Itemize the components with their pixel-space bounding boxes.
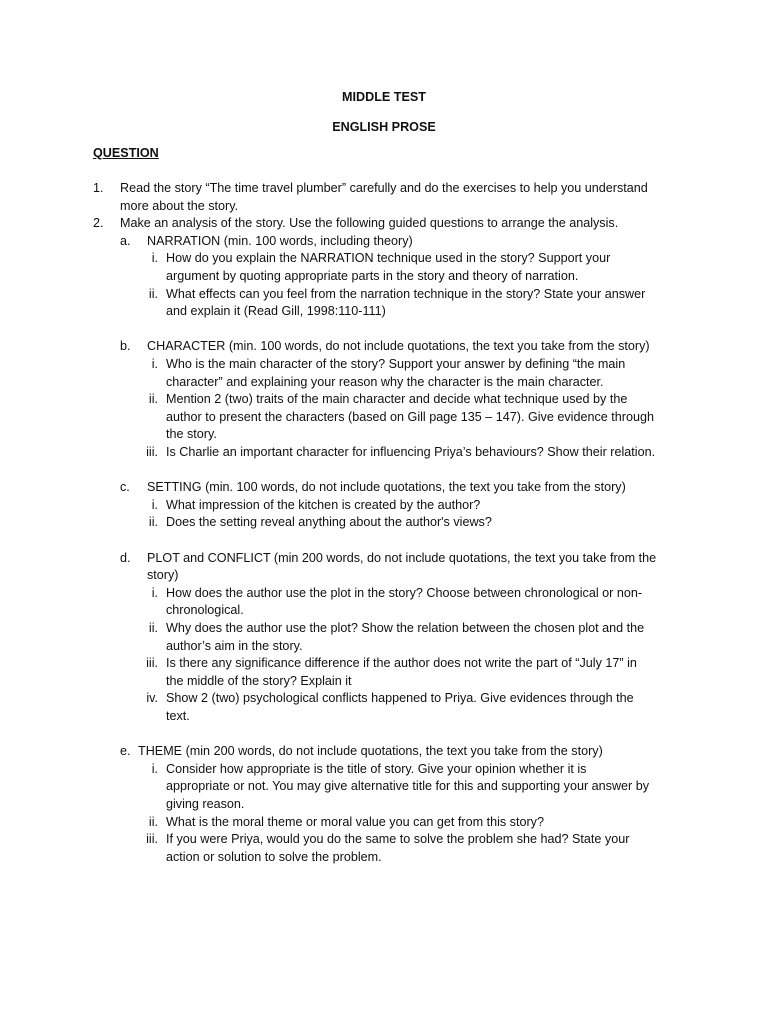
- question-text: Why does the author use the plot? Show the relation between the chosen plot and the: [166, 621, 645, 635]
- item-number: 2.: [93, 216, 104, 231]
- question-text: and explain it (Read Gill, 1998:110-111): [166, 304, 386, 319]
- question-text: argument by quoting appropriate parts in the story and theory of narration.: [166, 269, 579, 283]
- page-subtitle: ENGLISH PROSE: [332, 120, 436, 134]
- question-number: iv.: [146, 691, 158, 706]
- question-text: If you were Priya, would you do the same to solve the problem she had? State your: [166, 832, 630, 847]
- section-letter: a.: [120, 233, 131, 248]
- question-text: appropriate or not. You may give alternative title for this and supporting your answer by: [166, 779, 650, 794]
- question-text: What is the moral theme or moral value you can get from this story?: [166, 814, 544, 829]
- section-heading: THEME (min 200 words, do not include quotations, the text you take from the story): [138, 744, 603, 759]
- question-text: the middle of the story? Explain it: [166, 673, 352, 688]
- question-text: the story.: [166, 427, 217, 442]
- question-text: Show 2 (two) psychological conflicts happened to Priya. Give evidences through the: [166, 691, 634, 706]
- section-letter: c.: [120, 480, 130, 495]
- section-heading: story): [147, 568, 179, 583]
- question-number: ii.: [148, 286, 158, 301]
- section-heading: SETTING (min. 100 words, do not include quotations, the text you take from the story): [147, 480, 626, 495]
- question-number: ii.: [148, 814, 158, 829]
- question-number: i.: [151, 251, 158, 266]
- question-text: How do you explain the NARRATION technique used in the story? Support your: [166, 251, 611, 266]
- section-letter: b.: [120, 339, 131, 354]
- question-text: What impression of the kitchen is created by the author?: [166, 497, 481, 512]
- question-number: iii.: [146, 445, 158, 459]
- question-text: text.: [166, 709, 190, 723]
- question-text: author to present the characters (based on Gill page 135 – 147). Give evidence through: [166, 409, 654, 424]
- question-number: ii.: [148, 621, 158, 635]
- question-number: i.: [151, 585, 158, 600]
- question-text: How does the author use the plot in the story? Choose between chronological or non-: [166, 585, 643, 600]
- page-title: MIDDLE TEST: [342, 90, 426, 104]
- question-number: i.: [151, 497, 158, 512]
- item-text: Read the story “The time travel plumber” carefully and do the exercises to help you understand: [120, 181, 648, 195]
- question-text: chronological.: [166, 603, 244, 618]
- question-text: action or solution to solve the problem.: [166, 849, 382, 864]
- question-number: ii.: [148, 515, 158, 530]
- question-number: iii.: [146, 832, 158, 847]
- question-number: i.: [151, 761, 158, 776]
- section-letter: e.: [120, 744, 131, 759]
- section-heading: PLOT and CONFLICT (min 200 words, do not include quotations, the text you take from the: [147, 550, 657, 565]
- question-text: Mention 2 (two) traits of the main character and decide what technique used by the: [166, 392, 628, 407]
- question-text: Consider how appropriate is the title of story. Give your opinion whether it is: [166, 761, 587, 776]
- question-number: i.: [151, 357, 158, 371]
- question-heading: QUESTION: [93, 146, 159, 160]
- question-number: ii.: [148, 392, 158, 407]
- question-text: Does the setting reveal anything about the author's views?: [166, 515, 492, 530]
- item-number: 1.: [93, 181, 104, 195]
- section-heading: NARRATION (min. 100 words, including theory): [147, 233, 413, 248]
- question-number: iii.: [146, 656, 158, 671]
- item-text: Make an analysis of the story. Use the following guided questions to arrange the analysis.: [120, 216, 619, 231]
- section-letter: d.: [120, 550, 131, 565]
- question-text: What effects can you feel from the narration technique in the story? State your answer: [166, 286, 646, 301]
- question-text: giving reason.: [166, 797, 245, 811]
- item-text: more about the story.: [120, 198, 239, 213]
- section-heading: CHARACTER (min. 100 words, do not include quotations, the text you take from the story): [147, 339, 650, 354]
- question-text: Is there any significance difference if the author does not write the part of “July 17” in: [166, 656, 637, 671]
- question-text: character” and explaining your reason why the character is the main character.: [166, 374, 604, 389]
- question-text: Who is the main character of the story? Support your answer by defining “the main: [166, 357, 626, 371]
- question-text: author’s aim in the story.: [166, 638, 303, 653]
- question-text: Is Charlie an important character for influencing Priya’s behaviours? Show their relation.: [166, 445, 656, 459]
